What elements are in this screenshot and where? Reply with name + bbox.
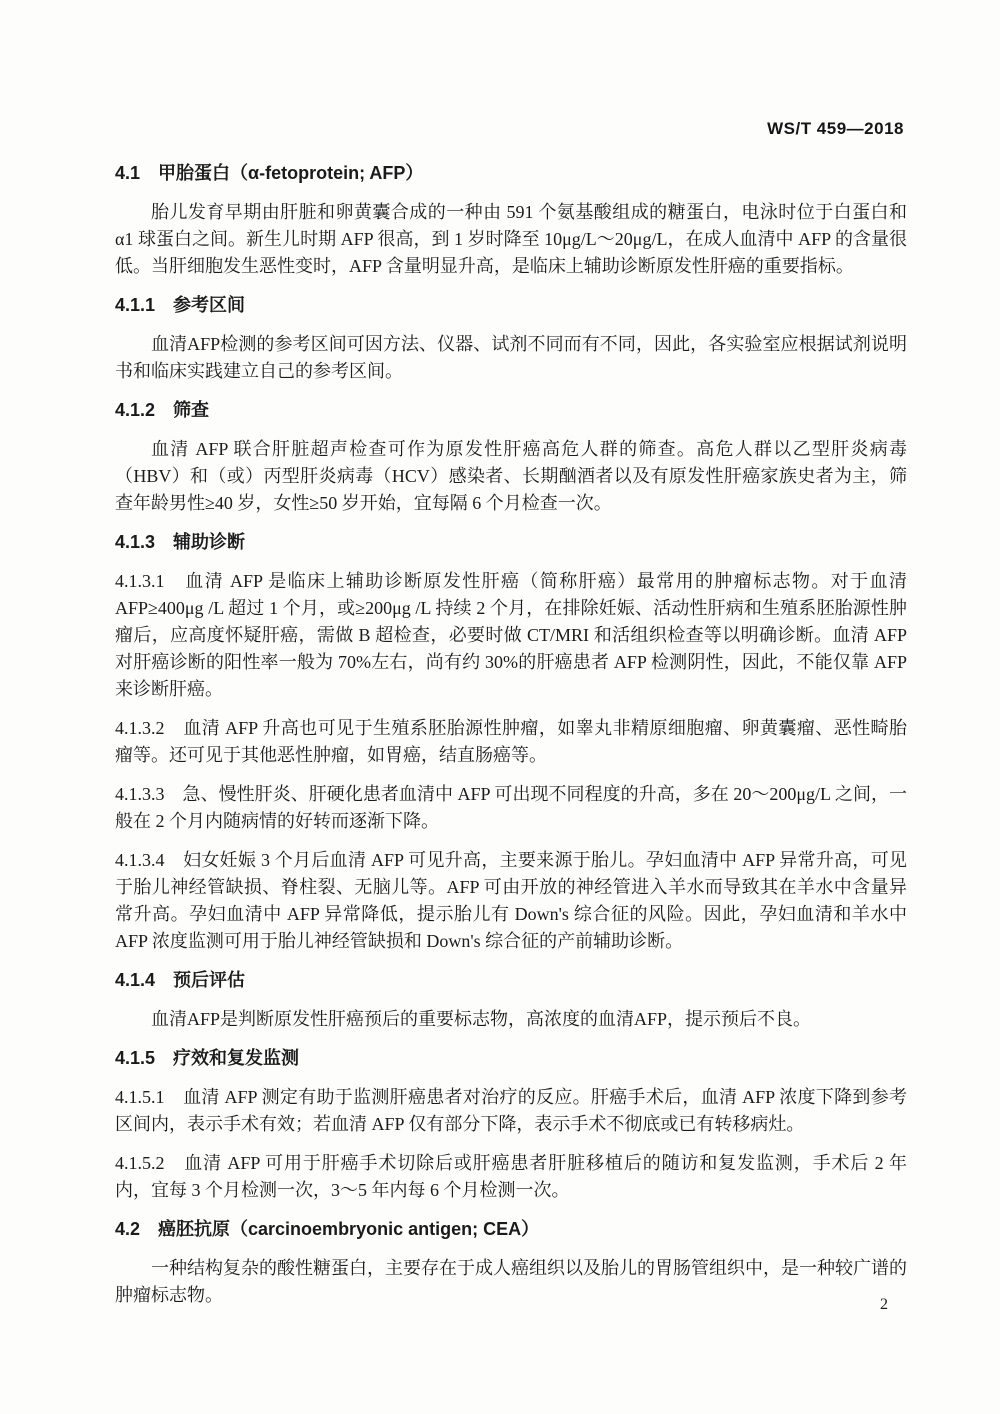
clause-4-1-heading: 4.1 甲胎蛋白（α-fetoprotein; AFP） [115,163,424,183]
clause-4-1-5-2-paragraph: 4.1.5.2 血清 AFP 可用于肝癌手术切除后或肝癌患者肝脏移植后的随访和复发监测，手术后 2 年内，宜每 3 个月检测一次，3～5 年内每 6 个月检测一次。 [115,1153,907,1200]
clause-4-1-3-heading: 4.1.3 辅助诊断 [115,532,246,552]
clause-4-1-2-heading: 4.1.2 筛查 [115,400,210,420]
clause-4-1-2-paragraph: 血清 AFP 联合肝脏超声检查可作为原发性肝癌高危人群的筛查。高危人群以乙型肝炎病毒（HBV）和（或）丙型肝炎病毒（HCV）感染者、长期酗酒者以及有原发性肝癌家族史者为主，筛查年龄男性≥40 岁，女性≥50 岁开始，宜每隔 6 个月检查一次。 [115,439,907,513]
clause-4-1-intro-paragraph: 胎儿发育早期由肝脏和卵黄囊合成的一种由 591 个氨基酸组成的糖蛋白，电泳时位于白蛋白和 α1 球蛋白之间。新生儿时期 AFP 很高，到 1 岁时降至 10μg/L～20μg/L，在成人血清中 AFP 的含量很低。当肝细胞发生恶性变时，AFP 含量明显升高，是临床上辅助诊断原发性肝癌的重要指标。 [115,202,907,276]
clause-4-1-5-heading: 4.1.5 疗效和复发监测 [115,1048,300,1068]
clause-4-1-3-2-paragraph: 4.1.3.2 血清 AFP 升高也可见于生殖系胚胎源性肿瘤，如睾丸非精原细胞瘤、卵黄囊瘤、恶性畸胎瘤等。还可见于其他恶性肿瘤，如胃癌，结直肠癌等。 [115,718,907,765]
clause-4-1-1-paragraph: 血清AFP检测的参考区间可因方法、仪器、试剂不同而有不同，因此，各实验室应根据试剂说明书和临床实践建立自己的参考区间。 [115,334,907,381]
clause-4-2-intro-paragraph: 一种结构复杂的酸性糖蛋白，主要存在于成人癌组织以及胎儿的胃肠管组织中，是一种较广谱的肿瘤标志物。 [115,1258,907,1305]
clause-4-1-3-3-paragraph: 4.1.3.3 急、慢性肝炎、肝硬化患者血清中 AFP 可出现不同程度的升高，多在 20～200μg/L 之间，一般在 2 个月内随病情的好转而逐渐下降。 [115,784,907,831]
clause-4-1-4-paragraph: 血清AFP是判断原发性肝癌预后的重要标志物，高浓度的血清AFP，提示预后不良。 [151,1009,812,1029]
clause-4-1-5-1-paragraph: 4.1.5.1 血清 AFP 测定有助于监测肝癌患者对治疗的反应。肝癌手术后，血清 AFP 浓度下降到参考区间内，表示手术有效；若血清 AFP 仅有部分下降，表示手术不彻底或已有转移病灶。 [115,1087,907,1134]
clause-4-1-3-1-paragraph: 4.1.3.1 血清 AFP 是临床上辅助诊断原发性肝癌（简称肝癌）最常用的肿瘤标志物。对于血清 AFP≥400μg /L 超过 1 个月，或≥200μg /L 持续 2 个月，在排除妊娠、活动性肝病和生殖系胚胎源性肿瘤后，应高度怀疑肝癌，需做 B 超检查，必要时做 CT/MRI 和活组织检查等以明确诊断。血清 AFP 对肝癌诊断的阳性率一般为 70%左右，尚有约 30%的肝癌患者 AFP 检测阴性，因此，不能仅靠 AFP 来诊断肝癌。 [115,571,907,699]
clause-4-1-3-4-paragraph: 4.1.3.4 妇女妊娠 3 个月后血清 AFP 可见升高，主要来源于胎儿。孕妇血清中 AFP 异常升高，可见于胎儿神经管缺损、脊柱裂、无脑儿等。AFP 可由开放的神经管进入羊水而导致其在羊水中含量异常升高。孕妇血清中 AFP 异常降低，提示胎儿有 Down's 综合征的风险。因此，孕妇血清和羊水中 AFP 浓度监测可用于胎儿神经管缺损和 Down's 综合征的产前辅助诊断。 [115,850,907,951]
page-number: 2 [880,1296,888,1313]
standard-code-header: WS/T 459—2018 [767,119,904,138]
document-body [115,160,907,1321]
clause-4-1-4-heading: 4.1.4 预后评估 [115,970,246,990]
clause-4-1-1-heading: 4.1.1 参考区间 [115,295,246,315]
clause-4-2-heading: 4.2 癌胚抗原（carcinoembryonic antigen; CEA） [115,1219,540,1239]
